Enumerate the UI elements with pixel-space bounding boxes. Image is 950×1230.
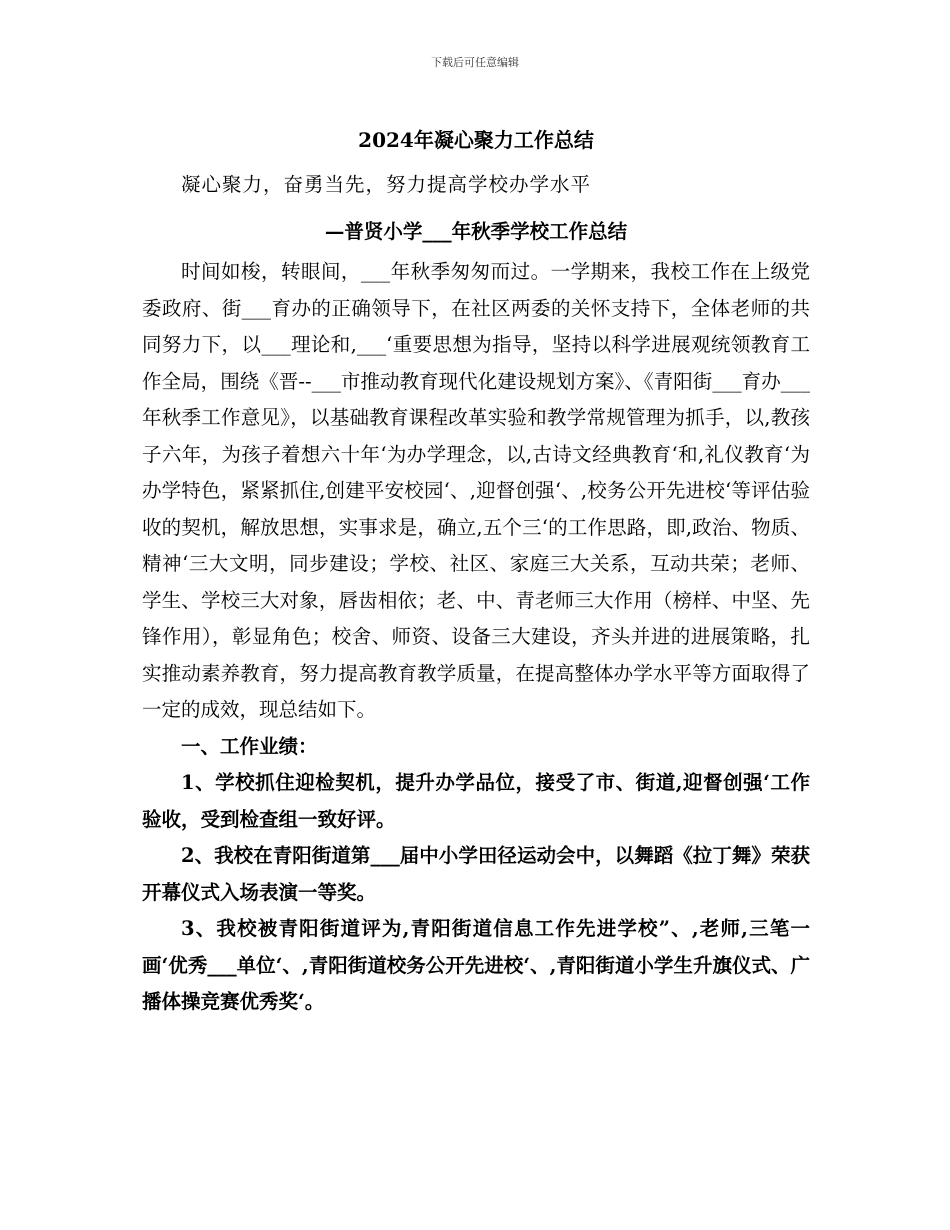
section-heading-achievements: 一、工作业绩： <box>181 734 318 758</box>
document-body <box>142 120 810 1021</box>
document-subtitle-school: —普贤小学___年秋季学校工作总结 <box>324 220 628 243</box>
achievement-item-1: 1、学校抓住迎检契机，提升办学品位，接受了市、街道,迎督创强‘工作验收，受到检查组一致好评。 <box>142 771 810 831</box>
intro-paragraph: 时间如梭，转眼间，___年秋季匆匆而过。一学期来，我校工作在上级党委政府、街___育办的正确领导下，在社区两委的关怀支持下，全体老师的共同努力下，以___理论和,___‘重要思想为指导，坚持以科学进展观统领教育工作全局，围绕《晋--___市推动教育现代化建设规划方案》、《青阳街___育办___年秋季工作意见》，以基础教育课程改革实验和教学常规管理为抓手，以,教孩子六年，为孩子着想六十年‘为办学理念，以,古诗文经典教育‘和,礼仪教育‘为办学特色，紧紧抓住,创建平安校园‘、,迎督创强‘、,校务公开先进校‘等评估验收的契机，解放思想，实事求是，确立,五个三‘的工作思路，即,政治、物质、精神‘三大文明，同步建设；学校、社区、家庭三大关系，互动共荣；老师、学生、学校三大对象，唇齿相依；老、中、青老师三大作用（榜样、中坚、先锋作用），彰显角色；校舍、师资、设备三大建设，齐头并进的进展策略，扎实推动素养教育，努力提高教育教学质量，在提高整体办学水平等方面取得了一定的成效，现总结如下。 <box>142 260 810 721</box>
document-title: 2024年凝心聚力工作总结 <box>358 128 594 152</box>
page-header-note: 下载后可任意编辑 <box>431 56 519 69</box>
achievement-item-3: 3、我校被青阳街道评为,青阳街道信息工作先进学校”、,老师,三笔一画‘优秀___单位‘、,青阳街道校务公开先进校‘、,青阳街道小学生升旗仪式、广播体操竞赛优秀奖‘。 <box>142 917 810 1013</box>
achievement-item-2: 2、我校在青阳街道第___届中小学田径运动会中，以舞蹈《拉丁舞》荣获开幕仪式入场表演一等奖。 <box>142 844 810 904</box>
document-subtitle: 凝心聚力，奋勇当先，努力提高学校办学水平 <box>181 173 592 196</box>
